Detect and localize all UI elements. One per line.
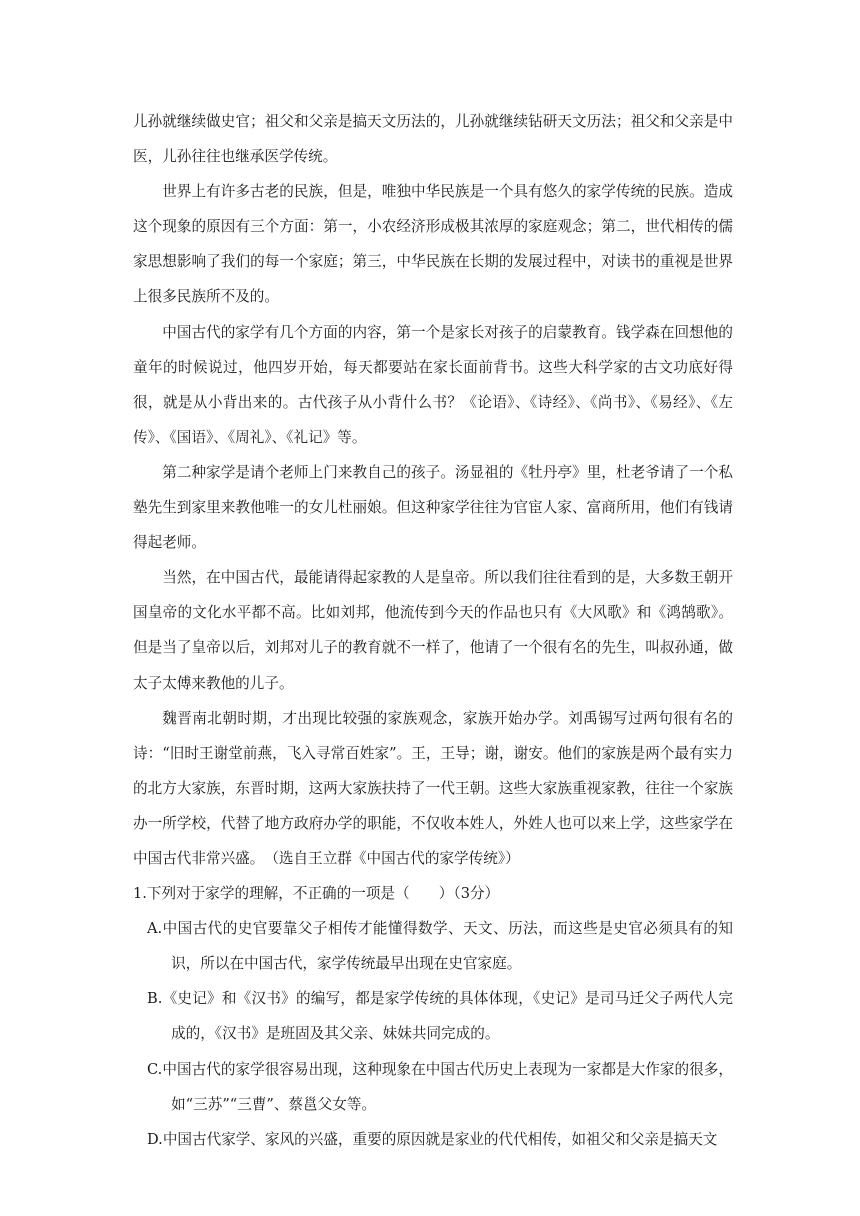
paragraph-emperor-tutor: 当然，在中国古代，最能请得起家教的人是皇帝。所以我们往往看到的是，大多数王朝开国皇帝的文化水平都不高。比如刘邦，他流传到今天的作品也只有《大风歌》和《鸿鹄歌》。但是当了皇帝以后，刘邦对儿子的教育就不一样了，他请了一个很有名的先生，叫叔孙通，做太子太傅来教他的儿子。 xyxy=(133,569,733,692)
paragraph-enlightenment-education: 中国古代的家学有几个方面的内容，第一个是家长对孩子的启蒙教育。钱学森在回想他的童年的时候说过，他四岁开始，每天都要站在家长面前背书。这些大科学家的古文功底好得很，就是从小背出来的。古代孩子从小背什么书？《论语》、《诗经》、《尚书》、《易经》、《左传》、《国语》、《周礼》、《礼记》等。 xyxy=(133,323,733,446)
option-b: B.《史记》和《汉书》的编写，都是家学传统的具体体现，《史记》是司马迁父子两代人完成的，《汉书》是班固及其父亲、妹妹共同完成的。 xyxy=(147,990,733,1043)
paragraph-private-tutor: 第二种家学是请个老师上门来教自己的孩子。汤显祖的《牡丹亭》里，杜老爷请了一个私塾先生到家里来教他唯一的女儿杜丽娘。但这种家学往往为官宦人家、富商所用，他们有钱请得起老师。 xyxy=(133,463,733,552)
option-c: C.中国古代的家学很容易出现，这种现象在中国古代历史上表现为一家都是大作家的很多，如“三苏”“三曹”、蔡邕父女等。 xyxy=(147,1060,733,1113)
question-stem: 1.下列对于家学的理解，不正确的一项是（ ）（3分） xyxy=(133,885,500,903)
document-page xyxy=(133,104,733,1157)
option-a: A.中国古代的史官要靠父子相传才能懂得数学、天文、历法，而这些是史官必须具有的知识，所以在中国古代，家学传统最早出现在史官家庭。 xyxy=(147,920,733,973)
option-d: D.中国古代家学、家风的兴盛，重要的原因就是家业的代代相传，如祖父和父亲是搞天文 xyxy=(147,1130,718,1148)
paragraph-wei-jin-families: 魏晋南北朝时期，才出现比较强的家族观念，家族开始办学。刘禹锡写过两句很有名的诗：“旧时王谢堂前燕，飞入寻常百姓家”。王，王导；谢，谢安。他们的家族是两个最有实力的北方大家族，东晋时期，这两大家族扶持了一代王朝。这些大家族重视家教，往往一个家族办一所学校，代替了地方政府办学的职能，不仅收本姓人，外姓人也可以来上学，这些家学在中国古代非常兴盛。 （选自王立群《中国古代的家学传统》） xyxy=(133,709,733,867)
paragraph-continuation: 儿孙就继续做史官；祖父和父亲是搞天文历法的，儿孙就继续钻研天文历法；祖父和父亲是中医，儿孙往往也继承医学传统。 xyxy=(133,113,733,166)
paragraph-ancient-nations: 世界上有许多古老的民族，但是，唯独中华民族是一个具有悠久的家学传统的民族。造成这个现象的原因有三个方面：第一，小农经济形成极其浓厚的家庭观念；第二，世代相传的儒家思想影响了我们的每一个家庭；第三，中华民族在长期的发展过程中，对读书的重视是世界上很多民族所不及的。 xyxy=(133,183,733,306)
